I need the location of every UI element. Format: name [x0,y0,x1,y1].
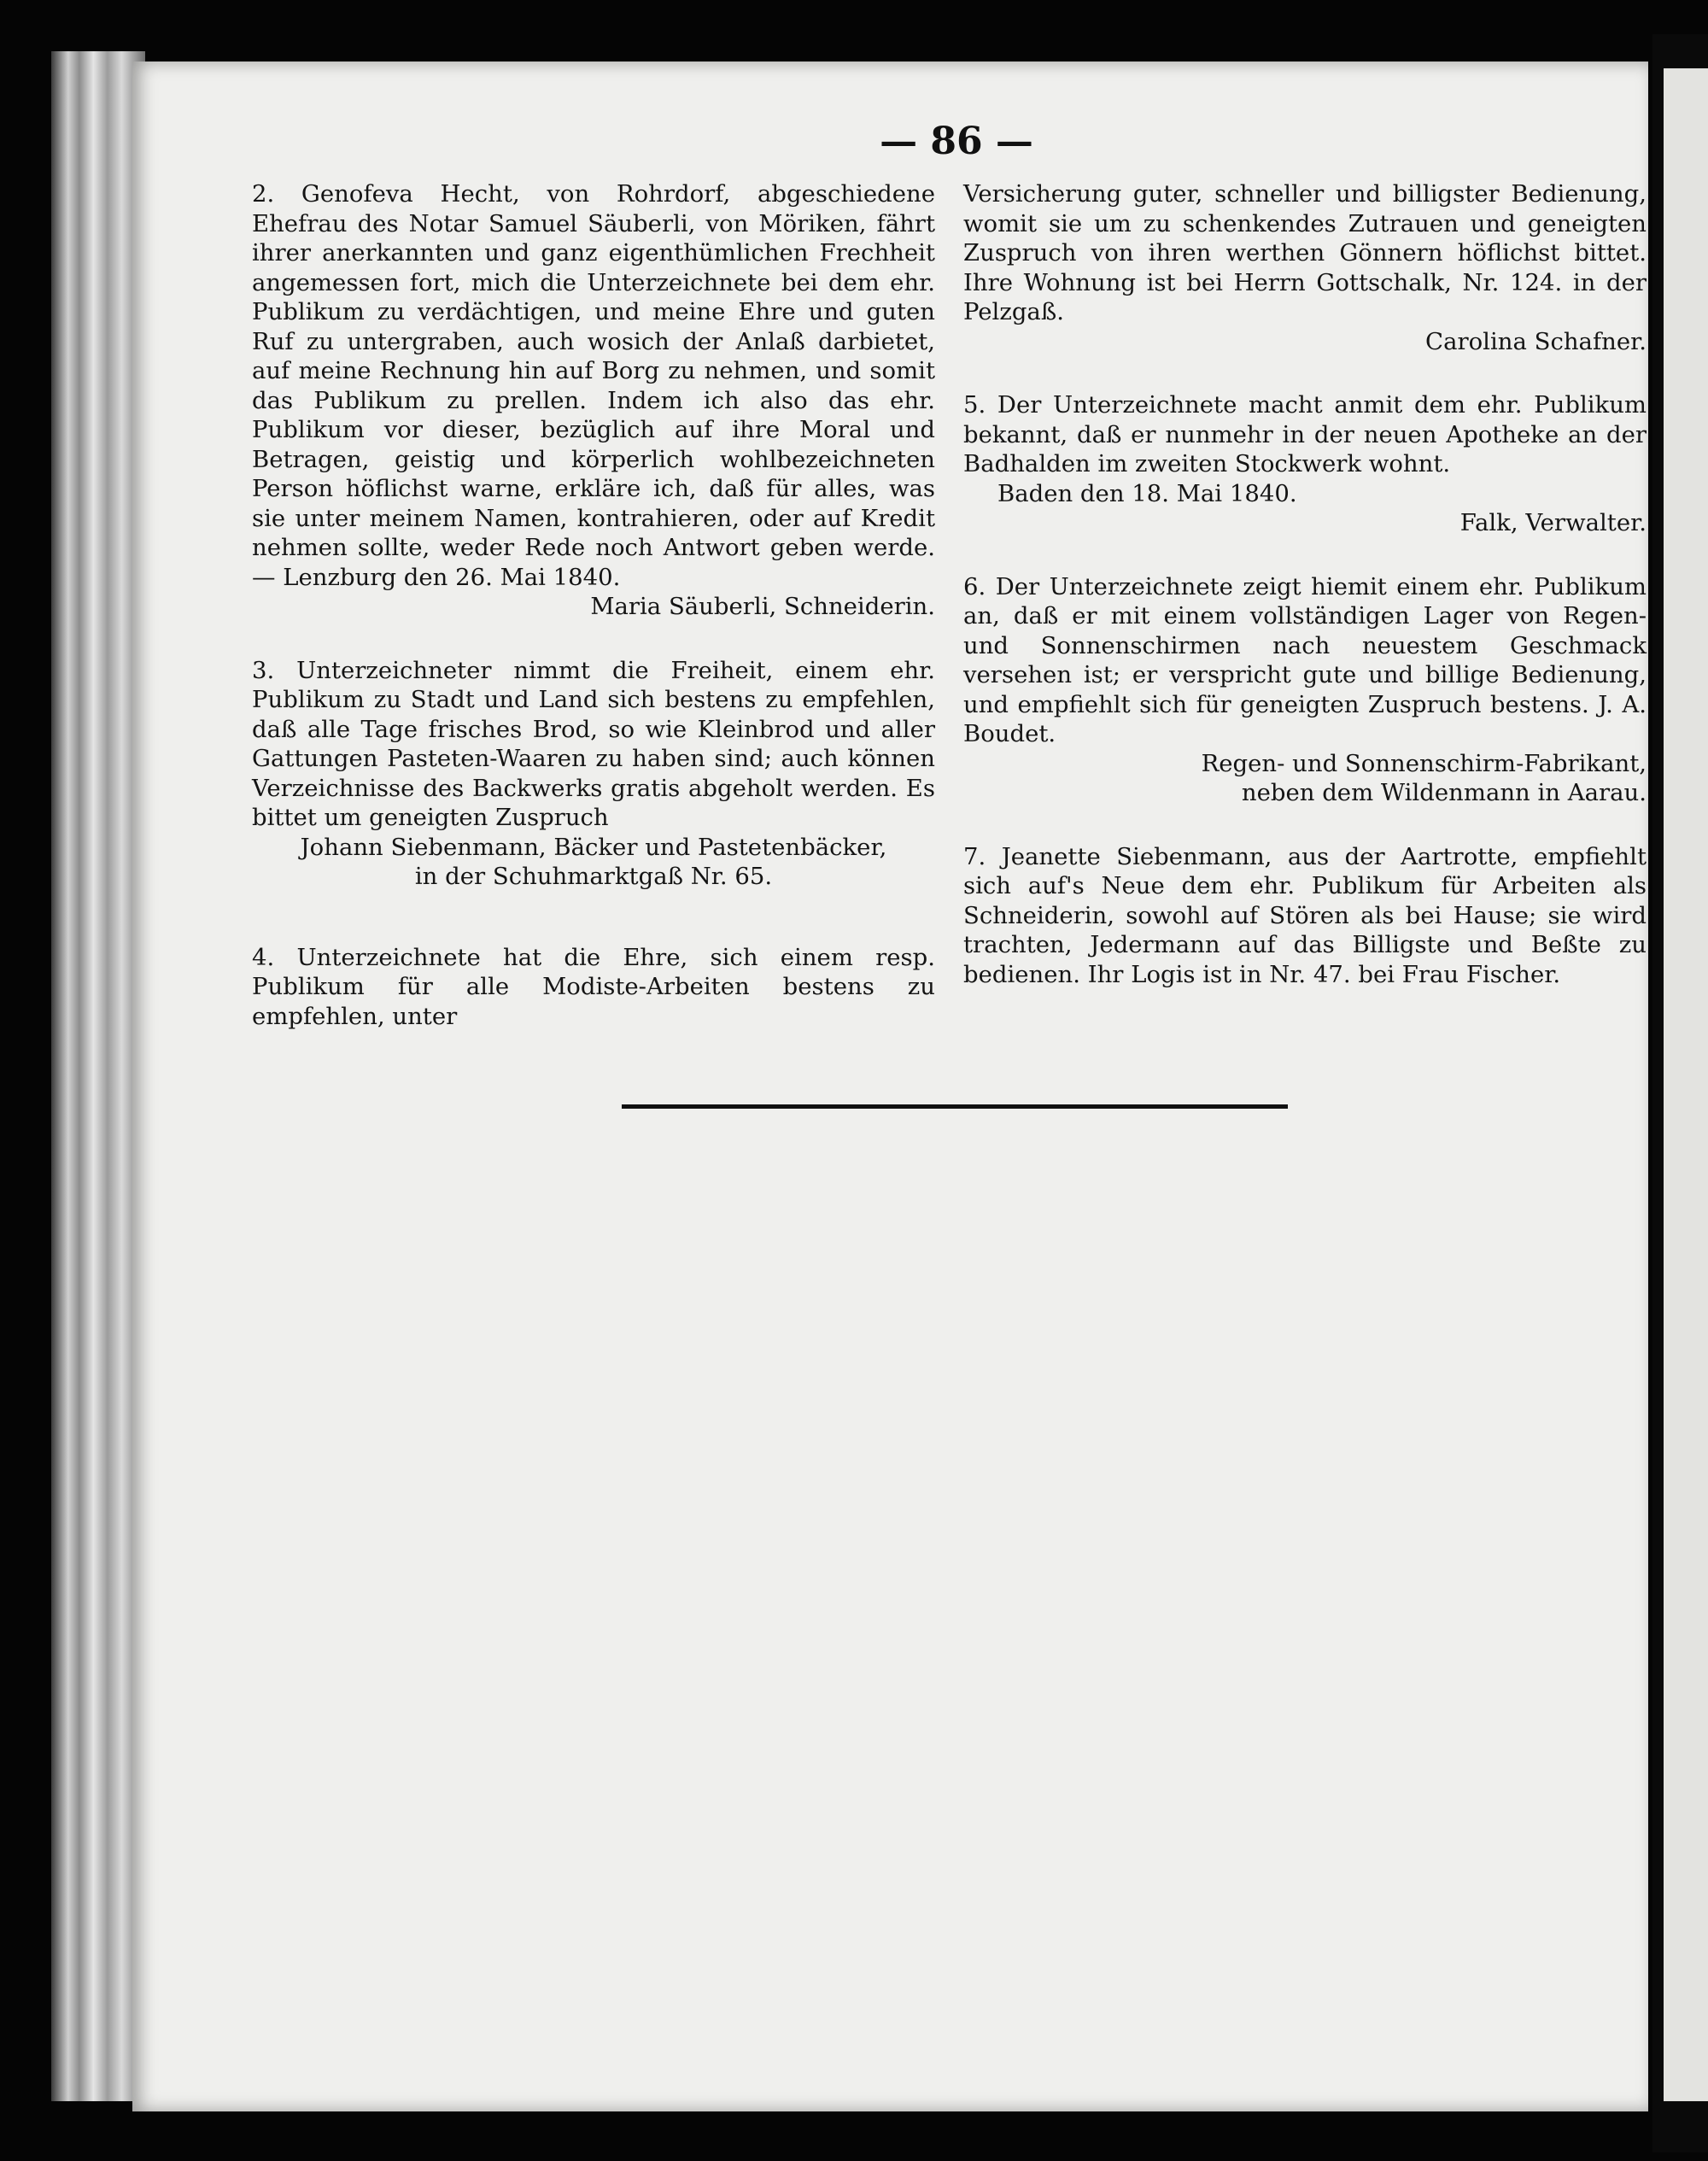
ad-3-signature-line-2: in der Schuhmarktgaß Nr. 65. [414,863,773,890]
ad-4-text-left: 4. Unterzeichnete hat die Ehre, sich einem resp. Publikum für alle Modiste-Arbeiten bestens zu empfehlen, unter [252,943,935,1030]
advertisement-4-part-2 [963,179,1647,356]
book-page-edges [51,51,145,2101]
ad-6-signature-line-1: Regen- und Sonnenschirm-Fabrikant, [1201,749,1647,777]
advertisement-2 [252,179,935,622]
left-column [252,179,935,1065]
page-number: — 86 — [880,120,1033,163]
ad-7-text: 7. Jeanette Siebenmann, aus der Aartrotte, empfiehlt sich auf's Neue dem ehr. Publikum für Arbeiten als Schneiderin, sowohl auf Stören als bei Hause; sie wird trachten, Jedermann auf das Billigste und Beßte zu bedienen. Ihr Logis ist in Nr. 47. bei Frau Fischer. [963,842,1647,988]
ad-3-signature-line-1: Johann Siebenmann, Bäcker und Pastetenbäcker, [300,833,887,861]
section-divider-rule [622,1104,1288,1109]
ad-6-name: J. A. Boudet. [963,690,1647,747]
ad-6-body: 6. Der Unterzeichnete zeigt hiemit einem ehr. Publikum an, daß er mit einem vollständigen Lager von Regen- und Sonnenschirmen nach neuestem Geschmack versehen ist; er verspricht gute und billige Bedienung, und empfiehlt sich für geneigten Zuspruch bestens. [963,572,1647,718]
ad-5-dateline: Baden den 18. Mai 1840. [997,479,1297,507]
ad-4-text-right: Versicherung guter, schneller und billigster Bedienung, womit sie um zu schenkendes Zutrauen und geneigten Zuspruch von ihren werthen Gönnern höflichst bittet. Ihre Wohnung ist bei Herrn Gottschalk, Nr. 124. in der Pelzgaß. [963,180,1647,325]
ad-6-text [963,572,1647,749]
ad-2-text: 2. Genofeva Hecht, von Rohrdorf, abgeschiedene Ehefrau des Notar Samuel Säuberli, von Möriken, fährt ihrer anerkannten und ganz eigenthümlichen Frechheit angemessen fort, mich die Unterzeichnete bei dem ehr. Publikum zu verdächtigen, und meine Ehre und guten Ruf zu untergraben, auch wosich der Anlaß darbietet, auf meine Rechnung hin auf Borg zu nehmen, und somit das Publikum zu prellen. Indem ich also das ehr. Publikum vor dieser, bezüglich auf ihre Moral und Betragen, geistig und körperlich wohlbezeichneten Person höflichst warne, erkläre ich, daß für alles, was sie unter meinem Namen, kontrahieren, oder auf Kredit nehmen sollte, weder Rede noch Antwort geben werde. — Lenzburg den 26. Mai 1840. [252,180,935,591]
ad-6-signature-line-2: neben dem Wildenmann in Aarau. [1241,779,1647,806]
ad-5-signature: Falk, Verwalter. [1459,509,1647,536]
right-column [963,179,1647,1023]
adjacent-page-sliver [1664,68,1708,2101]
advertisement-6 [963,572,1647,808]
advertisement-3 [252,656,935,892]
ad-5-text: 5. Der Unterzeichnete macht anmit dem ehr. Publikum bekannt, daß er nunmehr in der neuen Apotheke an der Badhalden im zweiten Stockwerk wohnt. [963,391,1647,477]
advertisement-5 [963,390,1647,538]
ad-2-signature: Maria Säuberli, Schneiderin. [590,593,935,620]
advertisement-7 [963,842,1647,990]
ad-3-text: 3. Unterzeichneter nimmt die Freiheit, einem ehr. Publikum zu Stadt und Land sich bestens zu empfehlen, daß alle Tage frisches Brod, so wie Kleinbrod und aller Gattungen Pasteten-Waaren zu haben sind; auch können Verzeichnisse des Backwerks gratis abgeholt werden. Es bittet um geneigten Zuspruch [252,656,935,831]
advertisement-4-part-1 [252,943,935,1032]
ad-4-signature: Carolina Schafner. [1425,327,1647,355]
